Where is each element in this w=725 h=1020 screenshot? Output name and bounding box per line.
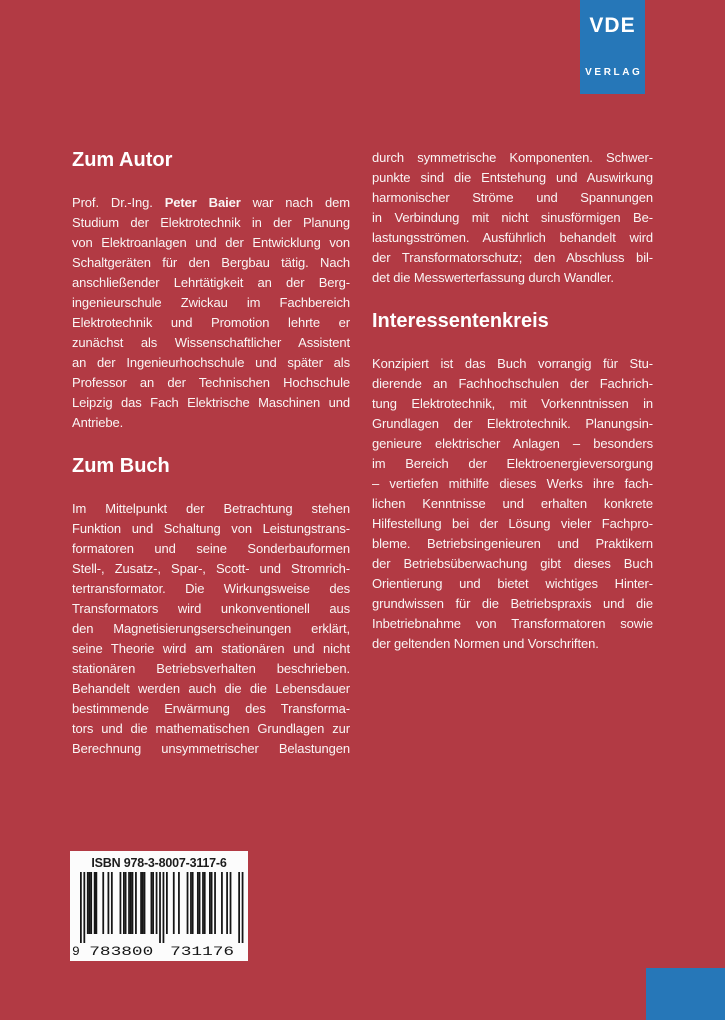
text-line: an der Ingenieurhochschule und später als bbox=[72, 355, 350, 370]
blue-corner-block bbox=[646, 968, 725, 1020]
text-line: tertransformator. Die Wirkungsweise des bbox=[72, 581, 350, 596]
text-line: Schaltgeräten für den Bergbau tätig. Nach bbox=[72, 255, 350, 270]
isbn-barcode-box bbox=[70, 851, 248, 961]
text-line: von Elektroanlagen und der Entwicklung von bbox=[72, 235, 350, 250]
isbn-label: ISBN 978-3-8007-3117-6 bbox=[91, 856, 227, 870]
vde-publisher-logo bbox=[580, 0, 645, 94]
text-line: Hilfestellung bei der Lösung vieler Fachpro- bbox=[372, 516, 653, 531]
text-line: lichen Kenntnisse und erhalten konkrete bbox=[372, 496, 653, 511]
text-line: Prof. Dr.-Ing. Peter Baier war nach dem bbox=[72, 195, 350, 210]
text-line: dierende an Fachhochschulen der Fachrich- bbox=[372, 376, 653, 391]
text-line: Funktion und Schaltung von Leistungstrans- bbox=[72, 521, 350, 536]
ean13-barcode bbox=[72, 872, 246, 958]
text-line: seine Theorie wird am stationären und nicht bbox=[72, 641, 350, 656]
text-line: Orientierung und bietet wichtiges Hinter- bbox=[372, 576, 653, 591]
text-line: Studium der Elektrotechnik in der Planung bbox=[72, 215, 350, 230]
text-line: punkte sind die Entstehung und Auswirkung bbox=[372, 170, 653, 185]
text-line: Berechnung unsymmetrischer Belastungen bbox=[72, 741, 350, 756]
text-line: tung Elektrotechnik, mit Vorkenntnissen in bbox=[372, 396, 653, 411]
text-line: Leipzig das Fach Elektrische Maschinen und bbox=[72, 395, 350, 410]
text-line: bleme. Betriebsingenieuren und Praktikern bbox=[372, 536, 653, 551]
text-line: Inbetriebnahme von Transformatoren sowie bbox=[372, 616, 653, 631]
text-line: in Verbindung mit nicht sinusförmigen Be- bbox=[372, 210, 653, 225]
text-line: grundwissen für die Betriebspraxis und die bbox=[372, 596, 653, 611]
text-line: anschließender Lehrtätigkeit an der Berg- bbox=[72, 275, 350, 290]
vde-logo-text: VDE bbox=[589, 14, 636, 37]
paragraph bbox=[72, 499, 350, 759]
text-line: harmonischer Ströme und Spannungen bbox=[372, 190, 653, 205]
text-line: der Betriebsüberwachung gibt dieses Buch bbox=[372, 556, 653, 571]
text-line: Grundlagen der Elektrotechnik. Planungsin- bbox=[372, 416, 653, 431]
svg-text:783800: 783800 bbox=[89, 944, 154, 958]
text-line: durch symmetrische Komponenten. Schwer- bbox=[372, 150, 653, 165]
text-line: – vertiefen mithilfe dieses Werks ihre fach- bbox=[372, 476, 653, 491]
text-line: Im Mittelpunkt der Betrachtung stehen bbox=[72, 501, 350, 516]
text-line: der geltenden Normen und Vorschriften. bbox=[372, 636, 599, 651]
text-line: ingenieurschule Zwickau im Fachbereich bbox=[72, 295, 350, 310]
text-line: stationären Betriebsverhalten beschrieben. bbox=[72, 661, 350, 676]
text-line: Elektrotechnik und Promotion lehrte er bbox=[72, 315, 350, 330]
paragraph bbox=[372, 354, 653, 654]
text-line: den Magnetisierungserscheinungen erklärt, bbox=[72, 621, 350, 636]
text-line: det die Messwerterfassung durch Wandler. bbox=[372, 270, 614, 285]
section-heading: Zum Buch bbox=[72, 455, 170, 477]
text-line: genieure elektrischer Anlagen – besonders bbox=[372, 436, 653, 451]
text-line: tors und die mathematischen Grundlagen zur bbox=[72, 721, 350, 736]
text-line: Professor an der Technischen Hochschule bbox=[72, 375, 350, 390]
section-heading: Interessentenkreis bbox=[372, 310, 549, 332]
paragraph bbox=[372, 148, 653, 288]
text-line: Stell-, Zusatz-, Spar-, Scott- und Stromrich- bbox=[72, 561, 350, 576]
text-line: formatoren und seine Sonderbauformen bbox=[72, 541, 350, 556]
svg-text:9: 9 bbox=[72, 944, 80, 958]
text-line: Konzipiert ist das Buch vorrangig für Stu- bbox=[372, 356, 653, 371]
vde-logo-subtitle: VERLAG bbox=[585, 67, 643, 78]
text-line: Transformators wird unkonventionell aus bbox=[72, 601, 350, 616]
paragraph bbox=[72, 193, 350, 433]
text-line: zunächst als Wissenschaftlicher Assistent bbox=[72, 335, 350, 350]
text-line: bestimmende Erwärmung des Transforma- bbox=[72, 701, 350, 716]
svg-text:731176: 731176 bbox=[170, 944, 235, 958]
section-heading: Zum Autor bbox=[72, 149, 173, 171]
text-line: im Bereich der Elektroenergieversorgung bbox=[372, 456, 653, 471]
text-line: der Transformatorschutz; den Abschluss bil- bbox=[372, 250, 653, 265]
column-left bbox=[72, 148, 350, 759]
text-line: Behandelt werden auch die die Lebensdauer bbox=[72, 681, 350, 696]
column-right bbox=[372, 148, 653, 654]
text-line: Antriebe. bbox=[72, 415, 124, 430]
text-line: lastungsströmen. Ausführlich behandelt wird bbox=[372, 230, 653, 245]
